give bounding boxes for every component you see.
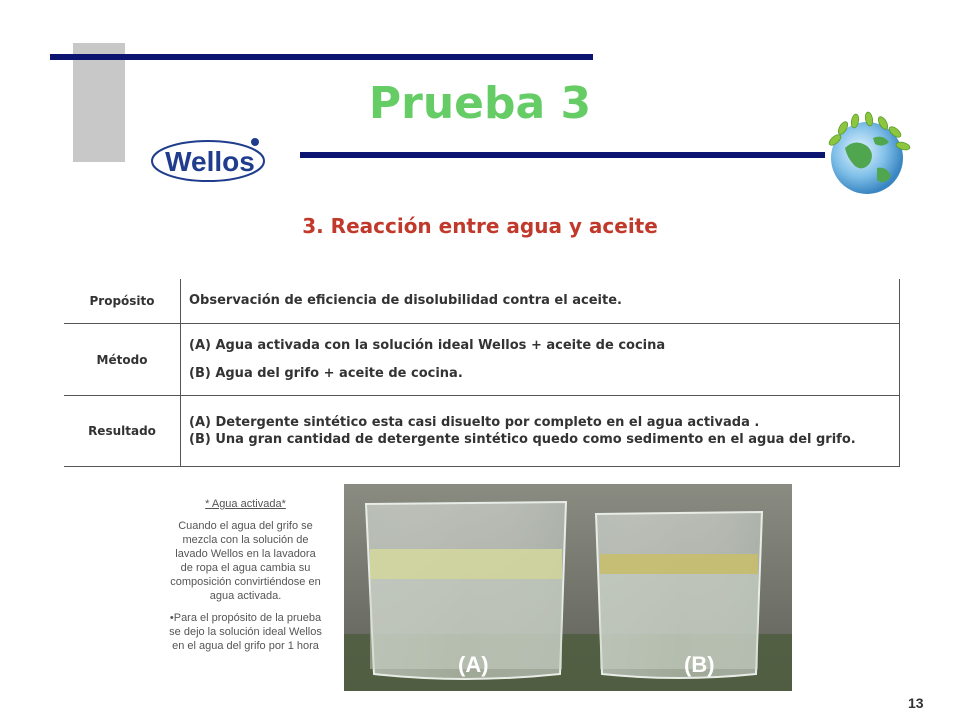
top-rule xyxy=(50,54,593,60)
page-number: 13 xyxy=(908,695,924,711)
row-line: Observación de eficiencia de disolubilidad contra el aceite. xyxy=(189,293,622,308)
row-label: Propósito xyxy=(64,279,181,324)
row-label: Resultado xyxy=(64,396,181,467)
middle-rule xyxy=(300,152,825,158)
row-line: (B) Una gran cantidad de detergente sintético quedo como sedimento en el agua del grifo. xyxy=(189,432,856,447)
photo-label-b: (B) xyxy=(684,652,715,677)
row-line: (B) Agua del grifo + aceite de cocina. xyxy=(189,365,463,381)
beakers-illustration xyxy=(344,484,792,691)
activated-water-note xyxy=(168,497,323,661)
photo-label-a: (A) xyxy=(458,652,489,677)
table-row xyxy=(64,396,900,467)
row-content xyxy=(181,279,900,324)
note-paragraph: •Para el propósito de la prueba se dejo la solución ideal Wellos en el agua del grifo por 1 hora xyxy=(169,612,322,652)
globe-with-leaves-icon xyxy=(815,108,915,198)
beakers-photo xyxy=(344,484,792,691)
row-line: (A) Detergente sintético esta casi disuelto por completo en el agua activada . xyxy=(189,415,760,430)
slide-title: Prueba 3 xyxy=(368,78,592,129)
test-table xyxy=(64,279,900,467)
note-title: * Agua activada* xyxy=(205,498,286,510)
row-label: Método xyxy=(64,324,181,396)
logo-text: Wellos xyxy=(165,146,255,177)
table-row xyxy=(64,279,900,324)
note-paragraph: Cuando el agua del grifo se mezcla con la solución de lavado Wellos en la lavadora de ropa el agua cambia su composición convirtiéndose en agua activada. xyxy=(170,520,321,602)
row-content xyxy=(181,396,900,467)
decorative-gray-block xyxy=(73,43,125,162)
row-content xyxy=(181,324,900,396)
table-row xyxy=(64,324,900,396)
section-subtitle: 3. Reacción entre agua y aceite xyxy=(302,214,658,238)
row-line: (A) Agua activada con la solución ideal Wellos + aceite de cocina xyxy=(189,337,666,353)
wellos-logo xyxy=(150,133,275,185)
